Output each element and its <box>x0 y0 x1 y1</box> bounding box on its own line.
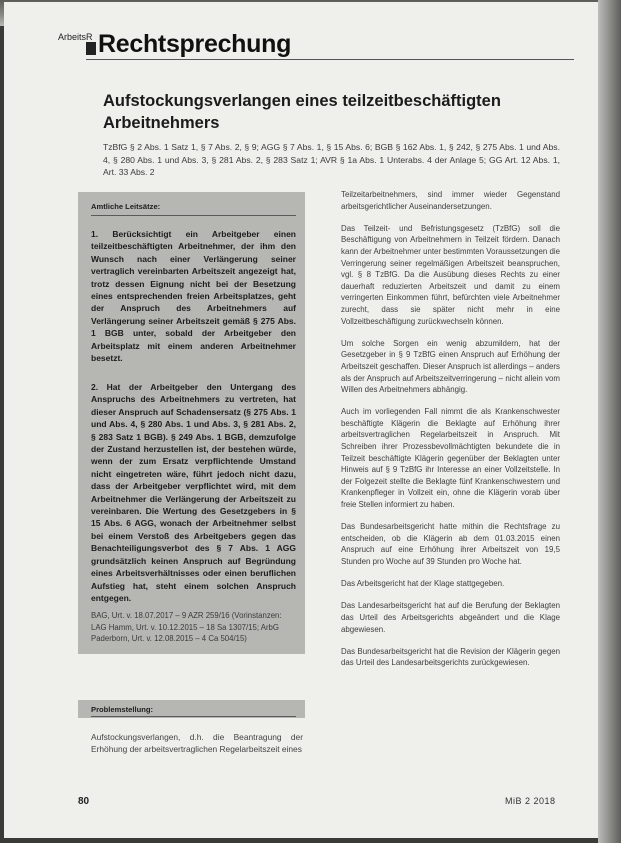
scan-right-edge <box>598 0 621 843</box>
paragraph: Auch im vorliegenden Fall nimmt die als Krankenschwester beschäftigte Klägerin die Beklagte auf Erhöhung ihrer arbeitsvertraglichen Regelarbeitszeit in Anspruch. Mit Schreiben ihrer Prozessbevollmächtigten bekundete die in Teilzeit beschäftigte Klägerin gegenüber der Beklagten unter Hinweis auf § 9 TzBfG ihr Interesse an einer Vollzeitstelle. In der Folgezeit stellte die Beklagte fünf Krankenschwestern und Krankenpfleger in Vollzeit ein, ohne die Klägerin vorab über freie Stellen informiert zu haben. <box>341 407 560 510</box>
leitsaetze-label: Amtliche Leitsätze: <box>91 202 161 211</box>
legal-references: TzBfG § 2 Abs. 1 Satz 1, § 7 Abs. 2, § 9; AGG § 7 Abs. 1, § 15 Abs. 6; BGB § 162 Abs. 1, § 242, § 275 Abs. 1 und Abs. 4, § 280 Abs. 1 und Abs. 3, § 281 Abs. 2, § 283 Satz 1; AVR § 1a Abs. 1 Unterabs. 4 der Anlage 5; GG Art. 12 Abs. 1, Art. 33 Abs. 2 <box>103 142 560 178</box>
paragraph: Das Bundesarbeitsgericht hatte mithin die Rechtsfrage zu entscheiden, ob die Klägerin ab dem 01.03.2015 einen Anspruch auf eine Erhöhung ihrer Arbeitszeit von 19,5 Stunden pro Woche auf 39 Stunden pro Woche hat. <box>341 522 560 566</box>
section-marker-square <box>86 42 96 55</box>
header-rule <box>86 59 574 60</box>
paragraph: Das Arbeitsgericht hat der Klage stattgegeben. <box>341 579 505 589</box>
court-citation: BAG, Urt. v. 18.07.2017 – 9 AZR 259/16 (Vorinstanzen: LAG Hamm, Urt. v. 10.12.2015 – 18 Sa 1307/15; ArbG Paderborn, Urt. v. 12.08.2015 – 4 Ca 504/15) <box>91 611 282 643</box>
paragraph: Das Bundesarbeitsgericht hat die Revision der Klägerin gegen das Urteil des Landesarbeitsgerichts zurückgewiesen. <box>341 646 560 668</box>
paragraph: Das Landesarbeitsgericht hat auf die Berufung der Beklagten das Urteil des Arbeitsgerichts abgeändert und die Klage abgewiesen. <box>341 601 560 634</box>
problem-rule <box>91 716 296 717</box>
paragraph: Teilzeitarbeitnehmers, sind immer wieder Gegenstand arbeitsgerichtlicher Auseinandersetzungen. <box>341 190 560 211</box>
section-label: ArbeitsR <box>58 32 93 42</box>
leitsatz-1: 1. Berücksichtigt ein Arbeitgeber einen teilzeitbeschäftigten Arbeitnehmer, der ihm den Wunsch nach einer Verlängerung seiner vertraglich vereinbarten Arbeitszeit angezeigt hat, trotz dessen Eignung nicht bei der Besetzung eines entsprechenden freien Arbeitsplatzes, geht der Anspruch des Arbeitnehmers auf Verlängerung seiner Arbeitszeit gemäß § 275 Abs. 1 BGB unter, sobald der Arbeitgeber den Arbeitsplatz mit einem anderen Arbeitnehmer besetzt. <box>91 229 296 364</box>
right-column <box>341 189 560 680</box>
paragraph: Das Teilzeit- und Befristungsgesetz (TzBfG) soll die Beschäftigung von Arbeitnehmern in Teilzeit fördern. Danach kann der Arbeitnehmer unter bestimmten Voraussetzungen die Verringerung seiner regelmäßigen Arbeitszeit beanspruchen, vgl. § 8 TzBfG. Da die Ausübung dieses Rechts zu einer dauerhaft reduzierten Arbeitszeit und damit zu einem verringerten Einkommen führt, befürchten viele Arbeitnehmer zurecht, dass sie später nicht mehr in eine Vollzeitbeschäftigung zurückwechseln können. <box>341 223 560 326</box>
section-title: Rechtsprechung <box>98 30 292 58</box>
problem-text: Aufstockungsverlangen, d.h. die Beantragung der Erhöhung der arbeitsvertraglichen Regelarbeitszeit eines <box>91 732 303 755</box>
journal-reference: MiB 2 2018 <box>505 796 556 806</box>
leitsaetze-rule <box>91 215 296 216</box>
paragraph: Um solche Sorgen ein wenig abzumildern, hat der Gesetzgeber in § 9 TzBfG einen Anspruch auf Erhöhung der Arbeitszeit geschaffen. Dieser Anspruch ist allerdings – anders als der Anspruch auf Arbeitszeitverringerung – nicht allein vom Willen des Arbeitnehmers abhängig. <box>341 338 560 395</box>
article-title: Aufstockungsverlangen eines teilzeitbeschäftigten Arbeitnehmers <box>103 92 501 132</box>
page-number: 80 <box>78 796 90 807</box>
leitsatz-2: 2. Hat der Arbeitgeber den Untergang des Anspruchs des Arbeitnehmers zu vertreten, hat dieser Anspruch auf Schadensersatz (§ 275 Abs. 1 und Abs. 4, § 280 Abs. 1 und Abs. 3, § 281 Abs. 2, § 283 Satz 1 BGB). § 249 Abs. 1 BGB, demzufolge der Zustand herzustellen ist, der bestehen würde, wenn der zum Ersatz verpflichtende Umstand nicht eingetreten wäre, führt jedoch nicht dazu, dass der Arbeitgeber verpflichtet wird, mit dem Arbeitnehmer die Verlängerung der Arbeitszeit zu vereinbaren. Die Wertung des Gesetzgebers in § 15 Abs. 6 AGG, wonach der Arbeitnehmer selbst bei einem Verstoß des Arbeitgebers gegen das Benachteiligungsverbot des § 7 Abs. 1 AGG grundsätzlich keinen Anspruch auf Begründung eines Arbeitsverhältnisses oder einen beruflichen Aufstieg hat, steht einem solchen Anspruch entgegen. <box>91 382 296 603</box>
problem-label: Problemstellung: <box>91 705 154 714</box>
